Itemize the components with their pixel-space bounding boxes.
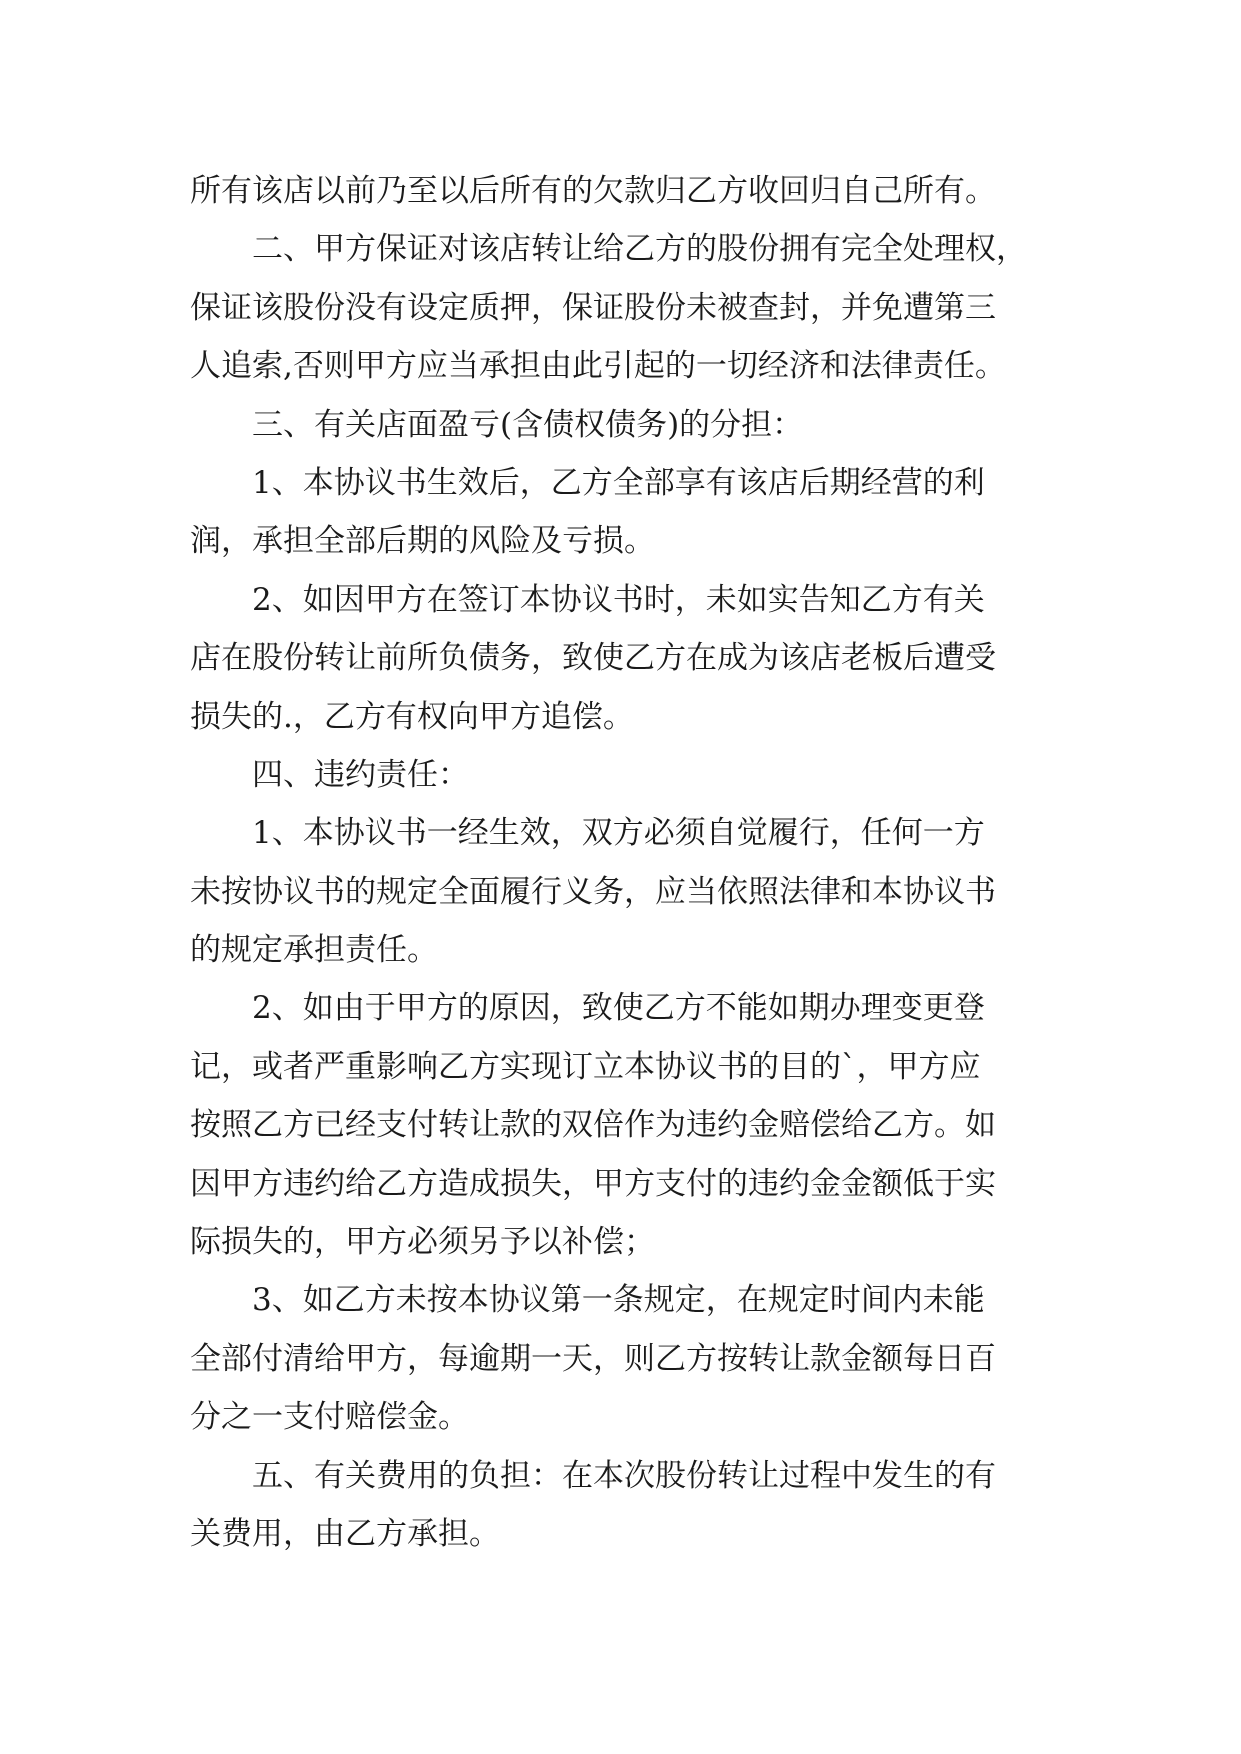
text-line: 店在股份转让前所负债务，致使乙方在成为该店老板后遭受 (190, 640, 996, 677)
text-line: 全部付清给甲方，每逾期一天，则乙方按转让款金额每日百 (190, 1340, 996, 1377)
text-line: 损失的.，乙方有权向甲方追偿。 (190, 698, 634, 735)
text-line: 分之一支付赔偿金。 (190, 1399, 469, 1436)
text-line: 记，或者严重影响乙方实现订立本协议书的目的`，甲方应 (190, 1048, 981, 1085)
text-line: 关费用，由乙方承担。 (190, 1515, 500, 1552)
text-line: 2、如因甲方在签订本协议书时，未如实告知乙方有关 (252, 581, 985, 618)
text-line: 五、有关费用的负担：在本次股份转让过程中发生的有 (252, 1457, 996, 1494)
text-line: 1、本协议书一经生效，双方必须自觉履行，任何一方 (252, 815, 985, 852)
text-line: 润，承担全部后期的风险及亏损。 (190, 523, 655, 560)
text-line: 2、如由于甲方的原因，致使乙方不能如期办理变更登 (252, 990, 985, 1027)
text-line: 1、本协议书生效后，乙方全部享有该店后期经营的利 (252, 464, 985, 501)
text-line: 人追索,否则甲方应当承担由此引起的一切经济和法律责任。 (190, 348, 1006, 385)
document-body (190, 162, 1090, 1563)
text-line: 未按协议书的规定全面履行义务，应当依照法律和本协议书 (190, 873, 996, 910)
text-line: 四、违约责任： (252, 756, 469, 793)
text-line: 所有该店以前乃至以后所有的欠款归乙方收回归自己所有。 (190, 173, 996, 209)
text-line: 二、甲方保证对该店转让给乙方的股份拥有完全处理权， (252, 231, 1027, 268)
text-line: 按照乙方已经支付转让款的双倍作为违约金赔偿给乙方。如 (190, 1107, 996, 1144)
text-line: 因甲方违约给乙方造成损失，甲方支付的违约金金额低于实 (190, 1165, 996, 1202)
text-line: 三、有关店面盈亏(含债权债务)的分担： (252, 406, 804, 443)
text-line: 际损失的，甲方必须另予以补偿； (190, 1224, 655, 1261)
text-line: 的规定承担责任。 (190, 932, 438, 969)
text-line: 保证该股份没有设定质押，保证股份未被查封，并免遭第三 (190, 289, 996, 326)
text-line: 3、如乙方未按本协议第一条规定，在规定时间内未能 (252, 1282, 985, 1319)
